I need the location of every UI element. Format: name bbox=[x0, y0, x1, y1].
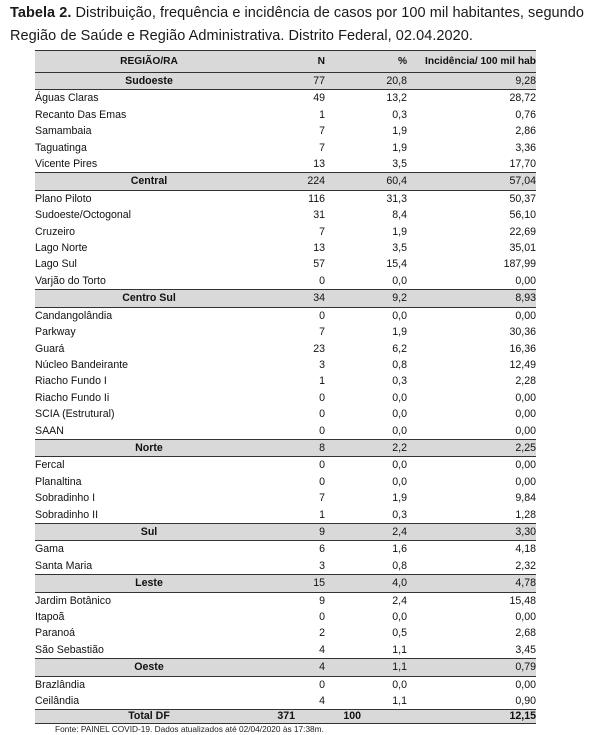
n-cell: 9 bbox=[319, 594, 325, 607]
header-pct: % bbox=[325, 51, 407, 73]
table-row bbox=[35, 256, 536, 272]
region-cell: Águas Claras bbox=[35, 92, 99, 105]
table-row bbox=[35, 90, 536, 107]
region-cell: Central bbox=[35, 173, 263, 190]
pct-cell: 1,9 bbox=[392, 125, 407, 138]
caption-text: Distribuição, frequência e incidência de casos por 100 mil habitantes, segundo Região de Saúde e Região Administrativa. Distrito Federal, 02.04.2020. bbox=[10, 5, 585, 44]
header-n: N bbox=[263, 51, 325, 73]
n-cell: 3 bbox=[319, 559, 325, 572]
table-row bbox=[35, 423, 536, 440]
n-cell: 0 bbox=[319, 391, 325, 404]
region-cell: Total DF bbox=[35, 710, 263, 724]
n-cell: 3 bbox=[319, 358, 325, 371]
region-cell: Guará bbox=[35, 342, 65, 355]
incidence-cell: 15,48 bbox=[509, 594, 536, 607]
incidence-cell: 0,00 bbox=[515, 424, 536, 437]
incidence-cell: 2,25 bbox=[407, 439, 536, 456]
n-cell: 224 bbox=[263, 173, 325, 190]
table-row bbox=[35, 207, 536, 223]
source-note: Fonte: PAINEL COVID-19. Dados atualizados até 02/04/2020 às 17:38m. bbox=[55, 724, 324, 734]
pct-cell: 9,2 bbox=[325, 290, 407, 307]
cases-table bbox=[35, 50, 536, 724]
incidence-cell: 187,99 bbox=[503, 258, 536, 271]
table-row bbox=[35, 693, 536, 710]
incidence-cell: 2,32 bbox=[515, 559, 536, 572]
n-cell: 34 bbox=[263, 290, 325, 307]
caption-label: Tabela 2. bbox=[10, 5, 72, 21]
n-cell: 7 bbox=[319, 326, 325, 339]
incidence-cell: 8,93 bbox=[407, 290, 536, 307]
incidence-cell: 35,01 bbox=[509, 242, 536, 255]
incidence-cell: 0,00 bbox=[515, 408, 536, 421]
incidence-cell: 56,10 bbox=[509, 209, 536, 222]
region-cell: Lago Sul bbox=[35, 258, 77, 271]
n-cell: 0 bbox=[319, 475, 325, 488]
n-cell: 13 bbox=[313, 158, 325, 171]
table-row bbox=[35, 642, 536, 659]
region-cell: Candangolândia bbox=[35, 309, 113, 322]
pct-cell: 4,0 bbox=[325, 575, 407, 592]
incidence-cell: 17,70 bbox=[509, 158, 536, 171]
region-cell: SCIA (Estrutural) bbox=[35, 408, 115, 421]
group-row bbox=[35, 439, 536, 456]
incidence-cell: 50,37 bbox=[509, 192, 536, 205]
n-cell: 0 bbox=[319, 424, 325, 437]
n-cell: 9 bbox=[263, 523, 325, 540]
pct-cell: 1,9 bbox=[392, 326, 407, 339]
incidence-cell: 28,72 bbox=[509, 92, 536, 105]
region-cell: Leste bbox=[35, 575, 263, 592]
incidence-cell: 0,00 bbox=[515, 678, 536, 691]
pct-cell: 0,5 bbox=[392, 627, 407, 640]
table-row bbox=[35, 324, 536, 340]
table-row bbox=[35, 341, 536, 357]
region-cell: Sudoeste/Octogonal bbox=[35, 209, 132, 222]
incidence-cell: 0,00 bbox=[515, 475, 536, 488]
region-cell: Samambaia bbox=[35, 125, 92, 138]
pct-cell: 0,0 bbox=[392, 424, 407, 437]
pct-cell: 0,0 bbox=[392, 475, 407, 488]
region-cell: São Sebastião bbox=[35, 643, 104, 656]
table-row bbox=[35, 156, 536, 173]
n-cell: 7 bbox=[319, 492, 325, 505]
table-row bbox=[35, 107, 536, 123]
table-header-row bbox=[35, 51, 536, 73]
pct-cell: 1,6 bbox=[392, 543, 407, 556]
pct-cell: 0,8 bbox=[392, 358, 407, 371]
incidence-cell: 4,78 bbox=[407, 575, 536, 592]
pct-cell: 2,4 bbox=[325, 523, 407, 540]
n-cell: 2 bbox=[319, 627, 325, 640]
table-body bbox=[35, 73, 536, 724]
n-cell: 0 bbox=[319, 611, 325, 623]
n-cell: 8 bbox=[263, 439, 325, 456]
pct-cell: 15,4 bbox=[386, 258, 407, 271]
n-cell: 57 bbox=[313, 258, 325, 271]
incidence-cell: 4,18 bbox=[515, 543, 536, 556]
pct-cell: 1,9 bbox=[392, 225, 407, 238]
n-cell: 49 bbox=[313, 92, 325, 105]
pct-cell: 2,4 bbox=[392, 594, 407, 607]
region-cell: Ceilândia bbox=[35, 695, 80, 708]
n-cell: 4 bbox=[319, 695, 325, 708]
total-row bbox=[35, 710, 536, 724]
pct-cell: 60,4 bbox=[325, 173, 407, 190]
region-cell: Centro Sul bbox=[35, 290, 263, 307]
region-cell: Lago Norte bbox=[35, 242, 88, 255]
incidence-cell: 22,69 bbox=[509, 225, 536, 238]
pct-cell: 6,2 bbox=[392, 342, 407, 355]
region-cell: Norte bbox=[35, 439, 263, 456]
pct-cell: 1,9 bbox=[392, 141, 407, 154]
n-cell: 15 bbox=[263, 575, 325, 592]
n-cell: 7 bbox=[319, 141, 325, 154]
pct-cell: 0,0 bbox=[392, 611, 407, 623]
n-cell: 77 bbox=[263, 73, 325, 90]
region-cell: Sudoeste bbox=[35, 73, 263, 90]
n-cell: 7 bbox=[319, 225, 325, 238]
incidence-cell: 1,28 bbox=[515, 508, 536, 521]
table-row bbox=[35, 273, 536, 290]
incidence-cell: 2,86 bbox=[515, 125, 536, 138]
pct-cell: 3,5 bbox=[392, 242, 407, 255]
incidence-cell: 30,36 bbox=[509, 326, 536, 339]
pct-cell: 0,3 bbox=[392, 375, 407, 388]
group-row bbox=[35, 73, 536, 90]
region-cell: Sobradinho I bbox=[35, 492, 96, 505]
table-row bbox=[35, 140, 536, 156]
incidence-cell: 0,76 bbox=[515, 108, 536, 121]
region-cell: Itapoã bbox=[35, 611, 65, 623]
region-cell: Paranoá bbox=[35, 627, 76, 640]
region-cell: Oeste bbox=[35, 659, 263, 676]
region-cell: Gama bbox=[35, 543, 64, 556]
pct-cell: 2,2 bbox=[325, 439, 407, 456]
table-row bbox=[35, 609, 536, 625]
region-cell: Vicente Pires bbox=[35, 158, 98, 171]
table-caption bbox=[10, 2, 595, 48]
region-cell: Riacho Fundo Ii bbox=[35, 391, 110, 404]
table-row bbox=[35, 592, 536, 609]
incidence-cell: 0,00 bbox=[515, 274, 536, 287]
group-row bbox=[35, 173, 536, 190]
table-row bbox=[35, 373, 536, 389]
incidence-cell: 0,00 bbox=[515, 459, 536, 472]
group-row bbox=[35, 575, 536, 592]
n-cell: 371 bbox=[263, 710, 325, 724]
table-row bbox=[35, 541, 536, 558]
table-row bbox=[35, 190, 536, 207]
pct-cell: 0,0 bbox=[392, 309, 407, 322]
incidence-cell: 0,79 bbox=[407, 659, 536, 676]
n-cell: 31 bbox=[313, 209, 325, 222]
table-row bbox=[35, 625, 536, 641]
incidence-cell: 57,04 bbox=[407, 173, 536, 190]
region-cell: Núcleo Bandeirante bbox=[35, 358, 129, 371]
table-row bbox=[35, 357, 536, 373]
region-cell: Riacho Fundo I bbox=[35, 375, 107, 388]
incidence-cell: 0,00 bbox=[515, 391, 536, 404]
pct-cell: 0,0 bbox=[392, 274, 407, 287]
n-cell: 4 bbox=[263, 659, 325, 676]
pct-cell: 0,0 bbox=[392, 391, 407, 404]
incidence-cell: 0,00 bbox=[515, 309, 536, 322]
n-cell: 0 bbox=[319, 678, 325, 691]
incidence-cell: 3,45 bbox=[515, 643, 536, 656]
pct-cell: 31,3 bbox=[386, 192, 407, 205]
region-cell: Jardim Botânico bbox=[35, 594, 111, 607]
n-cell: 0 bbox=[319, 309, 325, 322]
n-cell: 0 bbox=[319, 408, 325, 421]
region-cell: Sobradinho II bbox=[35, 508, 99, 521]
pct-cell: 0,3 bbox=[392, 108, 407, 121]
incidence-cell: 3,36 bbox=[515, 141, 536, 154]
pct-cell: 0,3 bbox=[392, 508, 407, 521]
pct-cell: 1,9 bbox=[392, 492, 407, 505]
pct-cell: 1,1 bbox=[392, 695, 407, 708]
region-cell: Taguatinga bbox=[35, 141, 87, 154]
pct-cell: 3,5 bbox=[392, 158, 407, 171]
n-cell: 0 bbox=[319, 274, 325, 287]
incidence-cell: 2,28 bbox=[515, 375, 536, 388]
incidence-cell: 2,68 bbox=[515, 627, 536, 640]
table-row bbox=[35, 507, 536, 524]
pct-cell: 8,4 bbox=[392, 209, 407, 222]
region-cell: Santa Maria bbox=[35, 559, 93, 572]
table-row bbox=[35, 307, 536, 324]
incidence-cell: 0,00 bbox=[515, 611, 536, 623]
region-cell: Recanto Das Emas bbox=[35, 108, 127, 121]
region-cell: Parkway bbox=[35, 326, 76, 339]
region-cell: Varjão do Torto bbox=[35, 274, 106, 287]
incidence-cell: 9,84 bbox=[515, 492, 536, 505]
n-cell: 23 bbox=[313, 342, 325, 355]
region-cell: Planaltina bbox=[35, 475, 82, 488]
header-incidence: Incidência/ 100 mil hab bbox=[407, 51, 536, 73]
table-row bbox=[35, 123, 536, 139]
region-cell: Sul bbox=[35, 523, 263, 540]
incidence-cell: 12,49 bbox=[509, 358, 536, 371]
incidence-cell: 0,90 bbox=[515, 695, 536, 708]
table-row bbox=[35, 406, 536, 422]
group-row bbox=[35, 659, 536, 676]
table-row bbox=[35, 676, 536, 693]
pct-cell: 1,1 bbox=[392, 643, 407, 656]
table-row bbox=[35, 490, 536, 506]
pct-cell: 0,8 bbox=[392, 559, 407, 572]
n-cell: 1 bbox=[319, 375, 325, 388]
n-cell: 4 bbox=[319, 643, 325, 656]
n-cell: 6 bbox=[319, 543, 325, 556]
n-cell: 0 bbox=[319, 459, 325, 472]
table-row bbox=[35, 558, 536, 575]
pct-cell: 0,0 bbox=[392, 408, 407, 421]
region-cell: Plano Piloto bbox=[35, 192, 92, 205]
n-cell: 1 bbox=[319, 508, 325, 521]
incidence-cell: 16,36 bbox=[509, 342, 536, 355]
group-row bbox=[35, 290, 536, 307]
region-cell: Fercal bbox=[35, 459, 65, 472]
pct-cell: 100 bbox=[325, 710, 407, 724]
n-cell: 13 bbox=[313, 242, 325, 255]
pct-cell: 13,2 bbox=[386, 92, 407, 105]
pct-cell: 1,1 bbox=[325, 659, 407, 676]
incidence-cell: 3,30 bbox=[407, 523, 536, 540]
table-row bbox=[35, 474, 536, 490]
pct-cell: 0,0 bbox=[392, 459, 407, 472]
pct-cell: 0,0 bbox=[392, 678, 407, 691]
incidence-cell: 12,15 bbox=[407, 710, 536, 724]
n-cell: 116 bbox=[308, 192, 325, 205]
table-row bbox=[35, 457, 536, 474]
table-row bbox=[35, 224, 536, 240]
group-row bbox=[35, 523, 536, 540]
table-row bbox=[35, 240, 536, 256]
region-cell: Brazlândia bbox=[35, 678, 86, 691]
n-cell: 1 bbox=[319, 108, 325, 121]
table-row bbox=[35, 390, 536, 406]
header-region: REGIÃO/RA bbox=[35, 51, 263, 73]
incidence-cell: 9,28 bbox=[407, 73, 536, 90]
n-cell: 7 bbox=[319, 125, 325, 138]
region-cell: SAAN bbox=[35, 424, 64, 437]
region-cell: Cruzeiro bbox=[35, 225, 76, 238]
pct-cell: 20,8 bbox=[325, 73, 407, 90]
